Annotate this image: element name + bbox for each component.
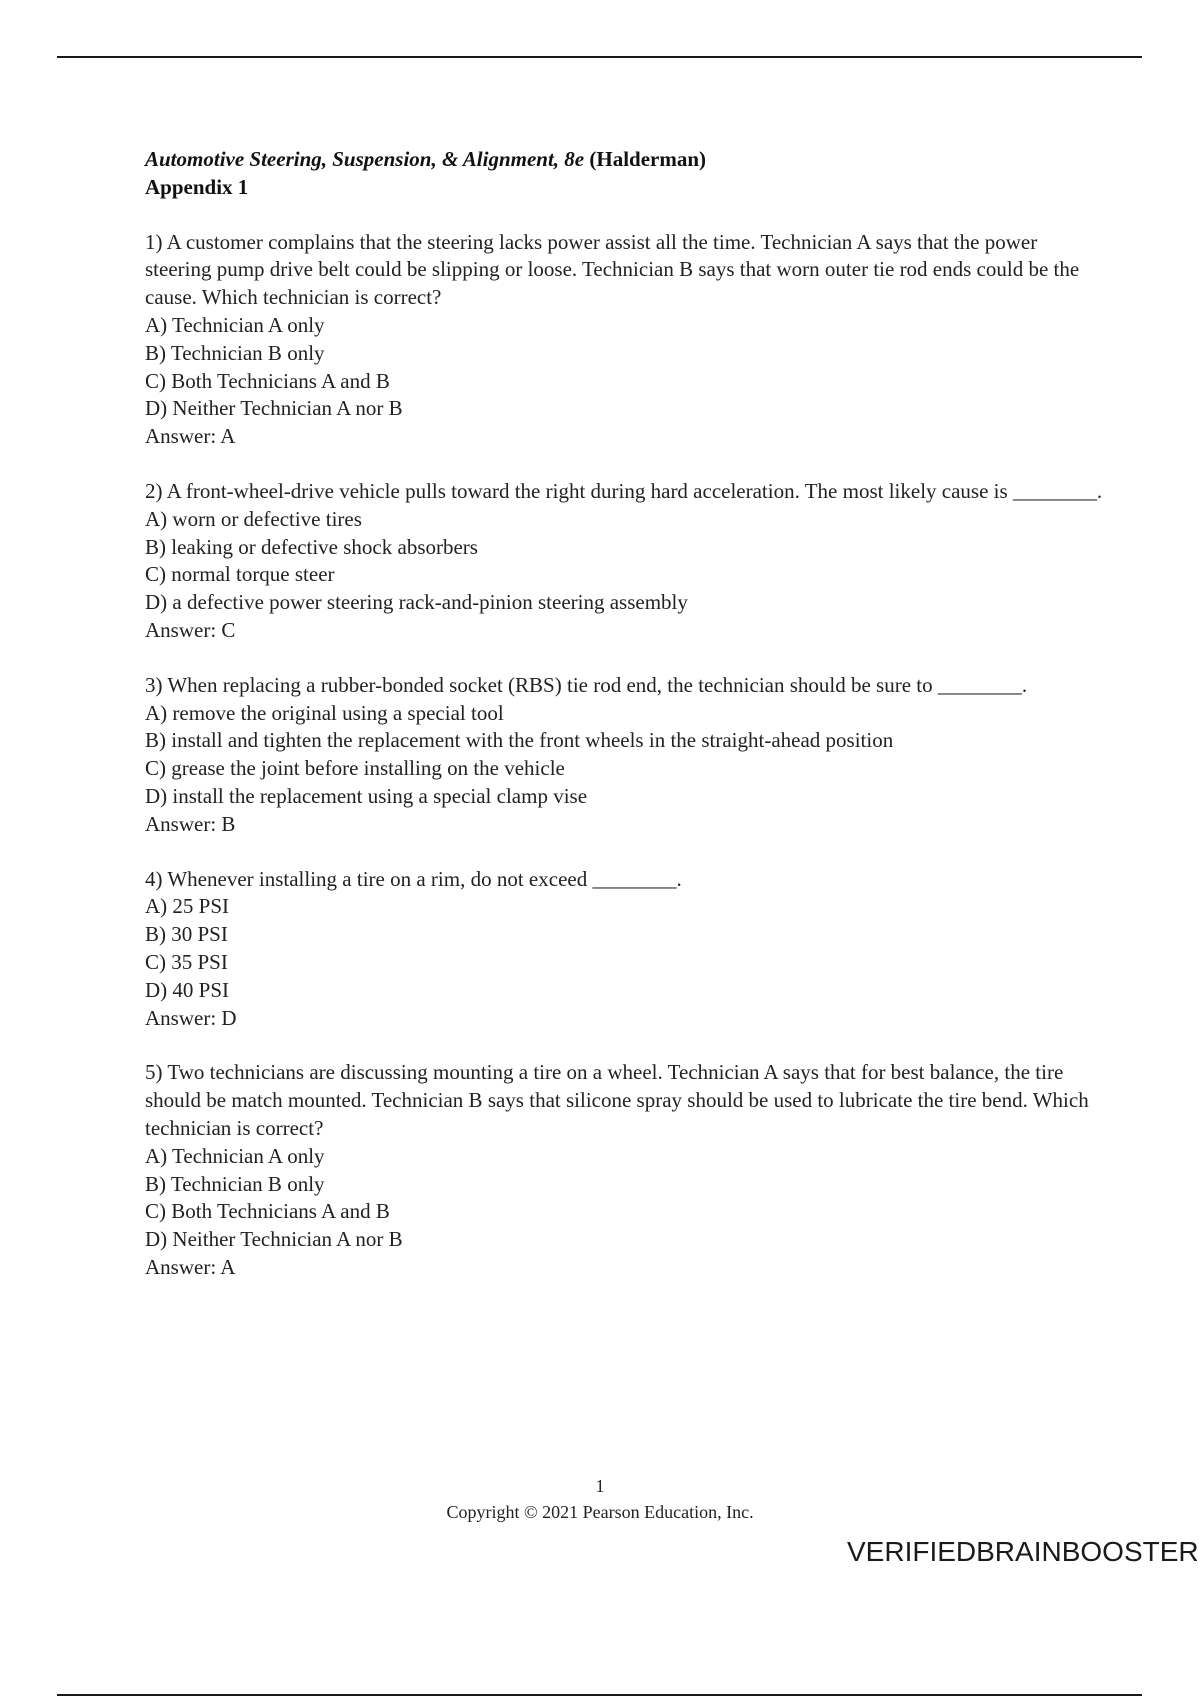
question-1 [145, 229, 1105, 451]
option-d: D) Neither Technician A nor B [145, 1227, 403, 1252]
option-d: D) 40 PSI [145, 977, 230, 1002]
option-a: A) Technician A only [145, 1143, 325, 1168]
answer: Answer: B [145, 811, 236, 836]
question-2 [145, 478, 1105, 645]
answer: Answer: D [145, 1005, 237, 1030]
top-rule [57, 56, 1142, 58]
option-a: A) worn or defective tires [145, 506, 362, 531]
option-a: A) 25 PSI [145, 894, 230, 919]
option-b: B) leaking or defective shock absorbers [145, 534, 478, 559]
option-c: C) 35 PSI [145, 949, 228, 974]
question-3 [145, 672, 1105, 839]
question-4 [145, 866, 1105, 1033]
page-number: 1 [595, 1476, 605, 1496]
bottom-rule [57, 1694, 1142, 1696]
book-title: Automotive Steering, Suspension, & Alignment, 8e [145, 147, 585, 171]
author-name: (Halderman) [589, 147, 707, 171]
question-stem: 3) When replacing a rubber-bonded socket (RBS) tie rod end, the technician should be sure to ________. [145, 672, 1028, 697]
option-b: B) Technician B only [145, 1171, 325, 1196]
option-a: A) remove the original using a special tool [145, 700, 504, 725]
option-c: C) normal torque steer [145, 562, 335, 587]
answer: Answer: A [145, 424, 236, 449]
option-b: B) Technician B only [145, 340, 325, 365]
question-stem: 5) Two technicians are discussing mounting a tire on a wheel. Technician A says that for best balance, the tire should be match mounted. Technician B says that silicone spray should be used to lubricate the tire bend. Which technician is correct? [145, 1060, 1089, 1140]
option-d: D) a defective power steering rack-and-pinion steering assembly [145, 590, 688, 615]
answer: Answer: C [145, 617, 236, 642]
option-d: D) Neither Technician A nor B [145, 396, 403, 421]
question-stem: 1) A customer complains that the steering lacks power assist all the time. Technician A says that the power steering pump drive belt could be slipping or loose. Technician B says that worn outer tie rod ends could be the cause. Which technician is correct? [145, 229, 1080, 310]
option-c: C) Both Technicians A and B [145, 368, 390, 393]
document-title [145, 146, 1105, 174]
option-d: D) install the replacement using a special clamp vise [145, 783, 588, 808]
document-body [145, 146, 1105, 1309]
question-5 [145, 1059, 1105, 1281]
option-b: B) install and tighten the replacement with the front wheels in the straight-ahead position [145, 728, 894, 753]
option-c: C) Both Technicians A and B [145, 1199, 390, 1224]
option-a: A) Technician A only [145, 312, 325, 337]
watermark-text: VERIFIEDBRAINBOOSTER [847, 1536, 1199, 1567]
answer: Answer: A [145, 1254, 236, 1279]
option-c: C) grease the joint before installing on the vehicle [145, 756, 565, 781]
appendix-heading: Appendix 1 [145, 174, 249, 199]
question-stem: 2) A front-wheel-drive vehicle pulls toward the right during hard acceleration. The most likely cause is ________. [145, 478, 1103, 503]
copyright-notice: Copyright © 2021 Pearson Education, Inc. [446, 1502, 754, 1522]
option-b: B) 30 PSI [145, 922, 228, 947]
question-stem: 4) Whenever installing a tire on a rim, do not exceed ________. [145, 866, 682, 891]
